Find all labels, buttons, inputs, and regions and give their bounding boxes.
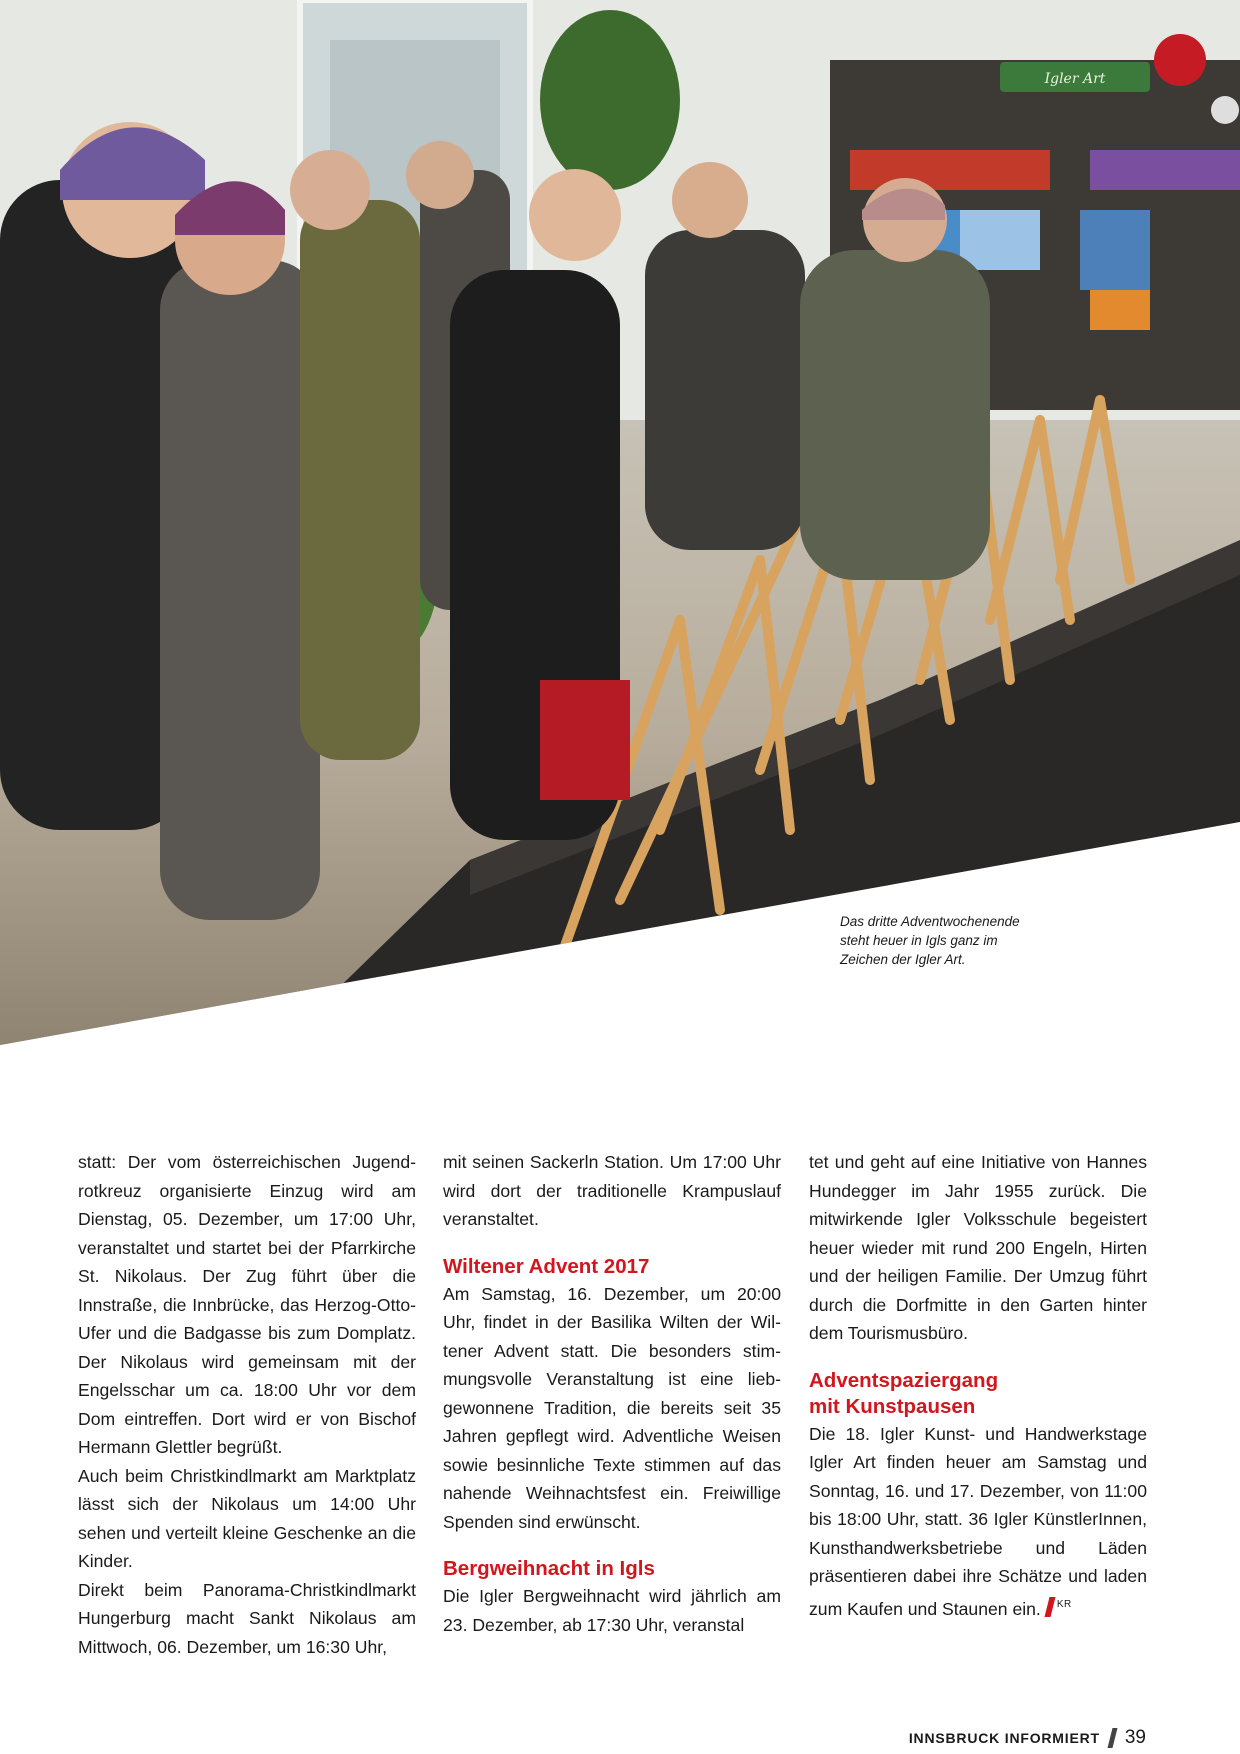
article-column-3 — [809, 1148, 1147, 1623]
heading-line-2: mit Kunstpausen — [809, 1394, 976, 1418]
photo-caption — [840, 912, 1040, 969]
page-number: 39 — [1124, 1727, 1146, 1748]
paragraph: mit seinen Sackerln Station. Um 17:00 Uhr wird dort der traditionelle Krampuslauf veranstaltet. — [443, 1152, 781, 1229]
page-footer — [909, 1727, 1146, 1749]
end-slash-icon — [1044, 1597, 1055, 1617]
section-heading-wiltener-advent: Wiltener Advent 2017 — [443, 1254, 650, 1278]
paragraph: Die Igler Bergweihnacht wird jährlich am 23. Dezember, ab 17:30 Uhr, veranstal — [443, 1586, 781, 1635]
divider-slash-icon — [1107, 1728, 1117, 1748]
heading-line-1: Adventspaziergang — [809, 1368, 999, 1392]
paragraph-final — [809, 1420, 1147, 1624]
paragraph: Auch beim Christkindlmarkt am Marktplatz lässt sich der Nikolaus um 14:00 Uhr sehen und verteilt kleine Geschenke an die Kinder. — [78, 1465, 416, 1571]
publication-name: INNSBRUCK INFORMIERT — [908, 1730, 1100, 1746]
paragraph: tet und geht auf eine Initiative von Hannes Hundegger im Jahr 1955 zurück. Die mitwirkende Igler Volksschule begeistert heuer wieder mit rund 200 Engeln, Hirten und der heiligen Familie. Der Umzug führt durch die Dorfmitte in den Garten hinter dem Tourismusbüro. — [809, 1152, 1147, 1343]
section-heading-adventspaziergang — [809, 1368, 1147, 1420]
paragraph: statt: Der vom österreichischen Jugendrotkreuz organisierte Einzug wird am Dienstag, 05. Dezember, um 17:00 Uhr, veranstaltet und startet bei der Pfarrkirche St. Nikolaus. Der Zug führt über die Innstraße, die Innbrücke, das Herzog-Otto-Ufer und die Badgasse bis zum Domplatz. Der Nikolaus wird gemeinsam mit der Engelsschar um ca. 18:00 Uhr vor dem Dom eintreffen. Dort wird er von Bischof Hermann Glettler begrüßt. — [78, 1152, 416, 1457]
caption-line-1: Das dritte Adventwochenende — [840, 914, 1020, 929]
paragraph-text: Die 18. Igler Kunst- und Handwerkstage Igler Art finden heuer am Samstag und Sonntag, 16. und 17. Dezember, von 11:00 bis 18:00 Uhr, statt. 36 Igler KünstlerInnen, Kunsthandwerksbetriebe und Läden präsentieren dabei ihre Schätze und laden zum Kaufen und Staunen ein. — [809, 1423, 1147, 1619]
article-column-2 — [443, 1148, 781, 1639]
author-initials: KR — [1056, 1598, 1072, 1610]
caption-line-3: Zeichen der Igler Art. — [840, 952, 966, 967]
paragraph: Am Samstag, 16. Dezember, um 20:00 Uhr, findet in der Basilika Wilten der Wiltener Advent statt. Die besonders stimmungsvolle Veranstaltung ist eine liebgewonnene Tradition, die bereits seit 35 Jahren gepflegt wird. Adventliche Weisen sowie besinnliche Texte stimmen auf das nahende Weihnachtsfest ein. Freiwillige Spenden sind erwünscht. — [443, 1283, 781, 1532]
caption-line-2: steht heuer in Igls ganz im — [840, 933, 998, 948]
article-column-1 — [78, 1148, 416, 1661]
paragraph: Direkt beim Panorama-Christkindlmarkt Hungerburg macht Sankt Nikolaus am Mittwoch, 06. Dezember, um 16:30 Uhr, — [78, 1579, 416, 1657]
sign-text: Igler Art — [1044, 71, 1106, 87]
section-heading-bergweihnacht: Bergweihnacht in Igls — [443, 1557, 655, 1580]
